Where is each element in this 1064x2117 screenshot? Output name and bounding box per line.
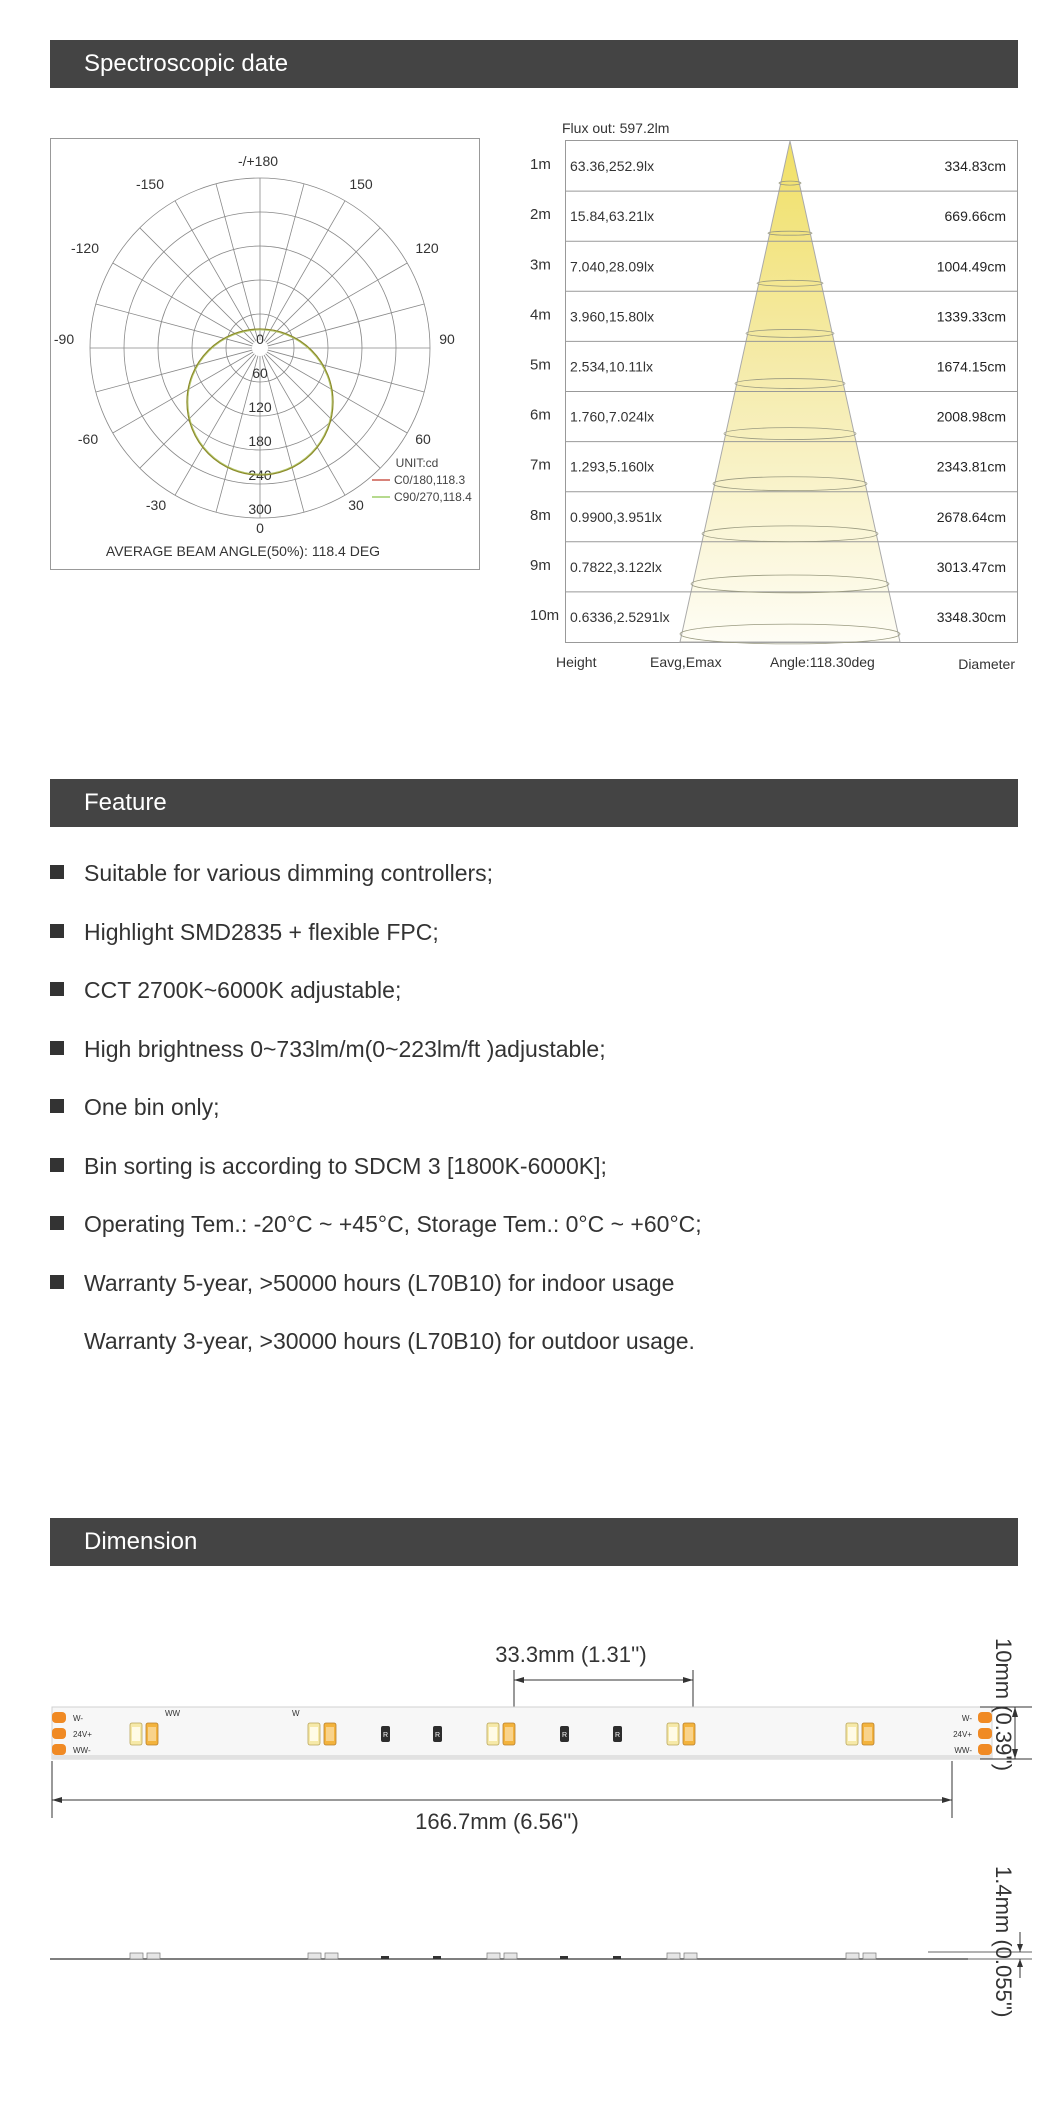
pad-label: 24V+ bbox=[73, 1730, 92, 1739]
pad-label: WW- bbox=[73, 1746, 91, 1755]
section-title: Dimension bbox=[84, 1528, 198, 1555]
radial-label: 120 bbox=[248, 399, 272, 415]
cone-footer bbox=[556, 654, 1015, 672]
pitch-label: 33.3mm (1.31'') bbox=[495, 1642, 647, 1667]
cone-eavg-label: 0.7822,3.122lx bbox=[570, 558, 662, 575]
cone-eavg-label: 1.760,7.024lx bbox=[570, 408, 655, 425]
bullet-square-icon bbox=[50, 1099, 64, 1113]
led-chip-side bbox=[504, 1953, 517, 1959]
dimension-drawing bbox=[40, 1630, 1040, 2050]
feature-item bbox=[50, 1260, 1018, 1319]
radial-label: 60 bbox=[252, 365, 268, 381]
pad-label: 24V+ bbox=[953, 1730, 972, 1739]
pad-label: WW- bbox=[954, 1746, 972, 1755]
cone-eavg-label: 15.84,63.21lx bbox=[570, 208, 655, 225]
feature-text: Bin sorting is according to SDCM 3 [1800K-6000K]; bbox=[84, 1152, 607, 1179]
radial-label: 180 bbox=[248, 433, 272, 449]
cone-eavg-label: 3.960,15.80lx bbox=[570, 308, 655, 325]
angle-label: -90 bbox=[53, 331, 75, 347]
feature-item bbox=[50, 967, 1018, 1026]
arrow-left-icon bbox=[52, 1797, 62, 1803]
cone-height-label: 3m bbox=[530, 256, 551, 274]
feature-text: One bin only; bbox=[84, 1094, 220, 1120]
flux-out-label: Flux out: 597.2lm bbox=[562, 120, 670, 136]
cone-height-label: 7m bbox=[530, 456, 551, 474]
led-chip-side bbox=[863, 1953, 876, 1959]
arrow-down-icon bbox=[1017, 1944, 1023, 1952]
section-header-dimension bbox=[50, 1518, 1018, 1566]
solder-pad-icon bbox=[978, 1712, 992, 1723]
angle-label: -120 bbox=[70, 240, 100, 256]
cone-eavg-label: 0.9900,3.951lx bbox=[570, 508, 662, 525]
feature-item bbox=[50, 1201, 1018, 1260]
feature-text: High brightness 0~733lm/m(0~223lm/ft )adjustable; bbox=[84, 1035, 606, 1062]
arrow-right-icon bbox=[942, 1797, 952, 1803]
led-chip-side bbox=[147, 1953, 160, 1959]
resistor-side bbox=[381, 1956, 389, 1959]
angle-label: 0 bbox=[256, 520, 264, 536]
solder-pad-icon bbox=[978, 1728, 992, 1739]
section-header-spectroscopic bbox=[50, 40, 1018, 88]
led-chip-window bbox=[864, 1727, 872, 1741]
resistor-mark: R bbox=[614, 1732, 621, 1739]
resistor-mark: R bbox=[561, 1732, 568, 1739]
section-title: Spectroscopic date bbox=[84, 50, 289, 77]
led-chip-side bbox=[325, 1953, 338, 1959]
beam-angle-caption: AVERAGE BEAM ANGLE(50%): 118.4 DEG bbox=[105, 543, 381, 559]
cone-eavg-label: 1.293,5.160lx bbox=[570, 458, 655, 475]
radial-label: 300 bbox=[248, 501, 272, 517]
cone-diameter-label: 669.66cm bbox=[944, 208, 1006, 225]
section-title: Feature bbox=[84, 789, 167, 816]
cone-height-label: 9m bbox=[530, 556, 551, 574]
arrow-up-icon bbox=[1017, 1959, 1023, 1967]
bullet-square-icon bbox=[50, 982, 64, 996]
cone-height-label: 10m bbox=[530, 606, 560, 624]
thickness-label: 1.4mm (0.055'') bbox=[991, 1866, 1016, 2018]
feature-text: CCT 2700K~6000K adjustable; bbox=[84, 977, 402, 1003]
led-chip-window bbox=[132, 1727, 140, 1741]
cone-height-label: 2m bbox=[530, 206, 551, 224]
cone-eavg-label: 7.040,28.09lx bbox=[570, 258, 655, 275]
arrow-right-icon bbox=[683, 1677, 693, 1683]
angle-label: -/+180 bbox=[237, 153, 279, 169]
angle-label: 60 bbox=[415, 431, 431, 447]
led-chip-window bbox=[685, 1727, 693, 1741]
led-chip-window bbox=[326, 1727, 334, 1741]
feature-item bbox=[50, 1026, 1018, 1085]
solder-pad-icon bbox=[978, 1744, 992, 1755]
arrow-left-icon bbox=[514, 1677, 524, 1683]
cone-eavg-label: 0.6336,2.5291lx bbox=[570, 608, 670, 625]
feature-text: Warranty 5-year, >50000 hours (L70B10) for indoor usage bbox=[84, 1269, 675, 1296]
solder-pad-icon bbox=[52, 1744, 66, 1755]
pad-label: W- bbox=[73, 1714, 84, 1723]
resistor-side bbox=[613, 1956, 621, 1959]
led-chip-window bbox=[505, 1727, 513, 1741]
feature-item bbox=[50, 1084, 1018, 1143]
cone-diameter-label: 1004.49cm bbox=[936, 258, 1006, 275]
polar-light-distribution bbox=[50, 138, 480, 570]
cone-height-label: 5m bbox=[530, 356, 551, 374]
resistor-side bbox=[433, 1956, 441, 1959]
bullet-square-icon bbox=[50, 865, 64, 879]
led-chip-side bbox=[846, 1953, 859, 1959]
footer-eavg-label: Eavg,Emax bbox=[650, 654, 722, 670]
angle-label: 90 bbox=[439, 331, 455, 347]
feature-text: Operating Tem.: -20°C ~ +45°C, Storage Tem.: 0°C ~ +60°C; bbox=[84, 1211, 702, 1237]
cone-eavg-label: 63.36,252.9lx bbox=[570, 158, 655, 175]
radial-label: 240 bbox=[248, 467, 272, 483]
led-chip-window bbox=[489, 1727, 497, 1741]
angle-label: -30 bbox=[145, 497, 167, 513]
cone-height-label: 1m bbox=[530, 156, 551, 174]
legend-label-c0: C0/180,118.3 bbox=[394, 473, 466, 487]
resistor-mark: R bbox=[434, 1732, 441, 1739]
radial-label: 0 bbox=[256, 331, 264, 347]
bullet-square-icon bbox=[50, 1041, 64, 1055]
feature-list bbox=[50, 850, 1018, 1377]
strip-edge bbox=[52, 1755, 992, 1759]
cone-height-label: 6m bbox=[530, 406, 551, 424]
pad-label: W- bbox=[961, 1714, 972, 1723]
cone-diameter-label: 1674.15cm bbox=[936, 358, 1006, 375]
cone-diameter-label: 1339.33cm bbox=[936, 308, 1006, 325]
feature-item bbox=[50, 1318, 1018, 1377]
bullet-square-icon bbox=[50, 924, 64, 938]
bullet-square-icon bbox=[50, 1158, 64, 1172]
legend-label-c90: C90/270,118.4 bbox=[394, 490, 472, 504]
feature-text: Suitable for various dimming controllers; bbox=[84, 860, 494, 886]
feature-text: Highlight SMD2835 + flexible FPC; bbox=[84, 918, 439, 945]
illuminance-cone-diagram bbox=[510, 112, 1020, 680]
cone-diameter-label: 2008.98cm bbox=[936, 408, 1006, 425]
solder-pad-icon bbox=[52, 1728, 66, 1739]
led-strip-top-view bbox=[52, 1707, 992, 1759]
feature-item bbox=[50, 1143, 1018, 1202]
width-label: 10mm (0.39'') bbox=[991, 1638, 1016, 1772]
cone-diameter-label: 2343.81cm bbox=[936, 458, 1006, 475]
strip-mark: WW bbox=[165, 1709, 181, 1718]
cone-eavg-label: 2.534,10.11lx bbox=[570, 358, 654, 375]
led-chip-side bbox=[667, 1953, 680, 1959]
led-chip-side bbox=[684, 1953, 697, 1959]
angle-label: 150 bbox=[349, 176, 373, 192]
solder-pad-icon bbox=[52, 1712, 66, 1723]
length-label: 166.7mm (6.56'') bbox=[415, 1809, 579, 1834]
cone-diameter-label: 334.83cm bbox=[944, 158, 1006, 175]
cone-height-label: 4m bbox=[530, 306, 551, 324]
angle-label: 30 bbox=[348, 497, 364, 513]
cone-diameter-label: 3013.47cm bbox=[936, 558, 1006, 575]
feature-item bbox=[50, 909, 1018, 968]
resistor-side bbox=[560, 1956, 568, 1959]
cone-diameter-label: 3348.30cm bbox=[936, 608, 1006, 625]
led-chip-side bbox=[130, 1953, 143, 1959]
bullet-square-icon bbox=[50, 1275, 64, 1289]
angle-label: 120 bbox=[415, 240, 439, 256]
led-chip-side bbox=[308, 1953, 321, 1959]
resistor-mark: R bbox=[382, 1732, 389, 1739]
footer-height-label: Height bbox=[556, 654, 597, 670]
angle-label: -150 bbox=[135, 176, 165, 192]
cone-height-label: 8m bbox=[530, 506, 551, 524]
angle-label: -60 bbox=[77, 431, 99, 447]
feature-item bbox=[50, 850, 1018, 909]
feature-text: Warranty 3-year, >30000 hours (L70B10) for outdoor usage. bbox=[84, 1328, 695, 1354]
led-chip-window bbox=[848, 1727, 856, 1741]
led-chip-window bbox=[669, 1727, 677, 1741]
bullet-square-icon bbox=[50, 1216, 64, 1230]
section-header-feature bbox=[50, 779, 1018, 827]
footer-diameter-label: Diameter bbox=[958, 656, 1015, 672]
led-strip-side-view bbox=[50, 1953, 968, 1959]
led-chip-window bbox=[310, 1727, 318, 1741]
cone-diameter-label: 2678.64cm bbox=[936, 508, 1006, 525]
led-chip-side bbox=[487, 1953, 500, 1959]
footer-angle-label: Angle:118.30deg bbox=[770, 654, 875, 670]
unit-label: UNIT:cd bbox=[395, 456, 439, 470]
strip-mark: W bbox=[292, 1709, 300, 1718]
led-chip-window bbox=[148, 1727, 156, 1741]
